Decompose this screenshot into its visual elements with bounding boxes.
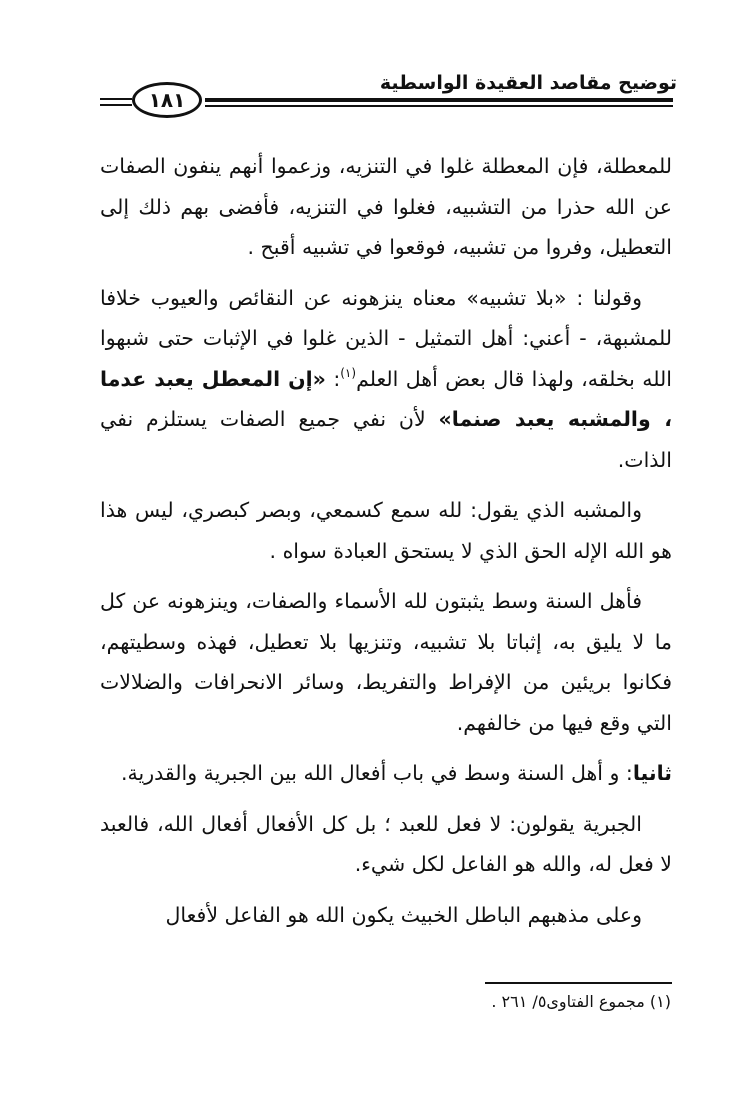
header-rule-left-top xyxy=(100,98,132,100)
header-rule-thick xyxy=(205,98,673,102)
page-number: ١٨١ xyxy=(148,88,186,112)
paragraph-3: والمشبه الذي يقول: لله سمع كسمعي، وبصر كبصري، ليس هذا هو الله الإله الحق الذي لا يستحق العبادة سواه . xyxy=(100,498,672,563)
paragraph-5 xyxy=(100,753,672,794)
paragraph-4: فأهل السنة وسط يثبتون لله الأسماء والصفات، وينزهونه عن كل ما لا يليق به، إثباتا بلا تشبيه، وتنزيها بلا تعطيل، فهذه وسطيتهم، فكانوا بريئين من الإفراط والتفريط، وسائر الانحرافات والضلالات التي وقع فيها من خالفهم. xyxy=(100,589,672,735)
quoted-saying: «إن المعطل يعبد عدما ، والمشبه يعبد صنما» xyxy=(100,366,672,431)
paragraph-5-text: : و أهل السنة وسط في باب أفعال الله بين الجبرية والقدرية. xyxy=(121,761,633,785)
paragraph-1: للمعطلة، فإن المعطلة غلوا في التنزيه، وزعموا أنهم ينفون الصفات عن الله حذرا من التشبيه، فغلوا في التنزيه، فأفضى بهم ذلك إلى التعطيل، وفروا من تشبيه، فوقعوا في تشبيه أقبح . xyxy=(100,154,672,259)
section-label-second: ثانيا xyxy=(632,761,672,785)
paragraph-2-part-b: : xyxy=(325,366,341,391)
running-title: توضيح مقاصد العقيدة الواسطية xyxy=(379,72,677,94)
paragraph-2-part-a: وقولنا : «بلا تشبيه» معناه ينزهونه عن النقائص والعيوب خلافا للمشبهة، - أعني: أهل التمثيل - الذين غلوا في الإثبات حتى شبهوا الله بخلقه، ولهذا قال بعض أهل العلم xyxy=(100,285,672,391)
header-rule-left-bottom xyxy=(100,104,132,106)
paragraph-6: الجبرية يقولون: لا فعل للعبد ؛ بل كل الأفعال أفعال الله، فالعبد لا فعل له، والله هو الفاعل لكل شيء. xyxy=(100,811,672,876)
footnote-rule xyxy=(485,982,672,984)
footnote: (١) مجموع الفتاوى٥/ ٢٦١ . xyxy=(491,992,671,1011)
paragraph-2 xyxy=(100,278,672,481)
paragraph-7: وعلى مذهبهم الباطل الخبيث يكون الله هو الفاعل لأفعال xyxy=(165,902,642,927)
header-rule-thin xyxy=(205,105,673,107)
footnote-ref-1[interactable]: (١) xyxy=(340,365,357,380)
paragraph-2-part-c: لأن نفي جميع الصفات يستلزم نفي الذات. xyxy=(100,407,672,472)
body-text xyxy=(100,146,672,945)
page-number-oval xyxy=(132,82,202,118)
